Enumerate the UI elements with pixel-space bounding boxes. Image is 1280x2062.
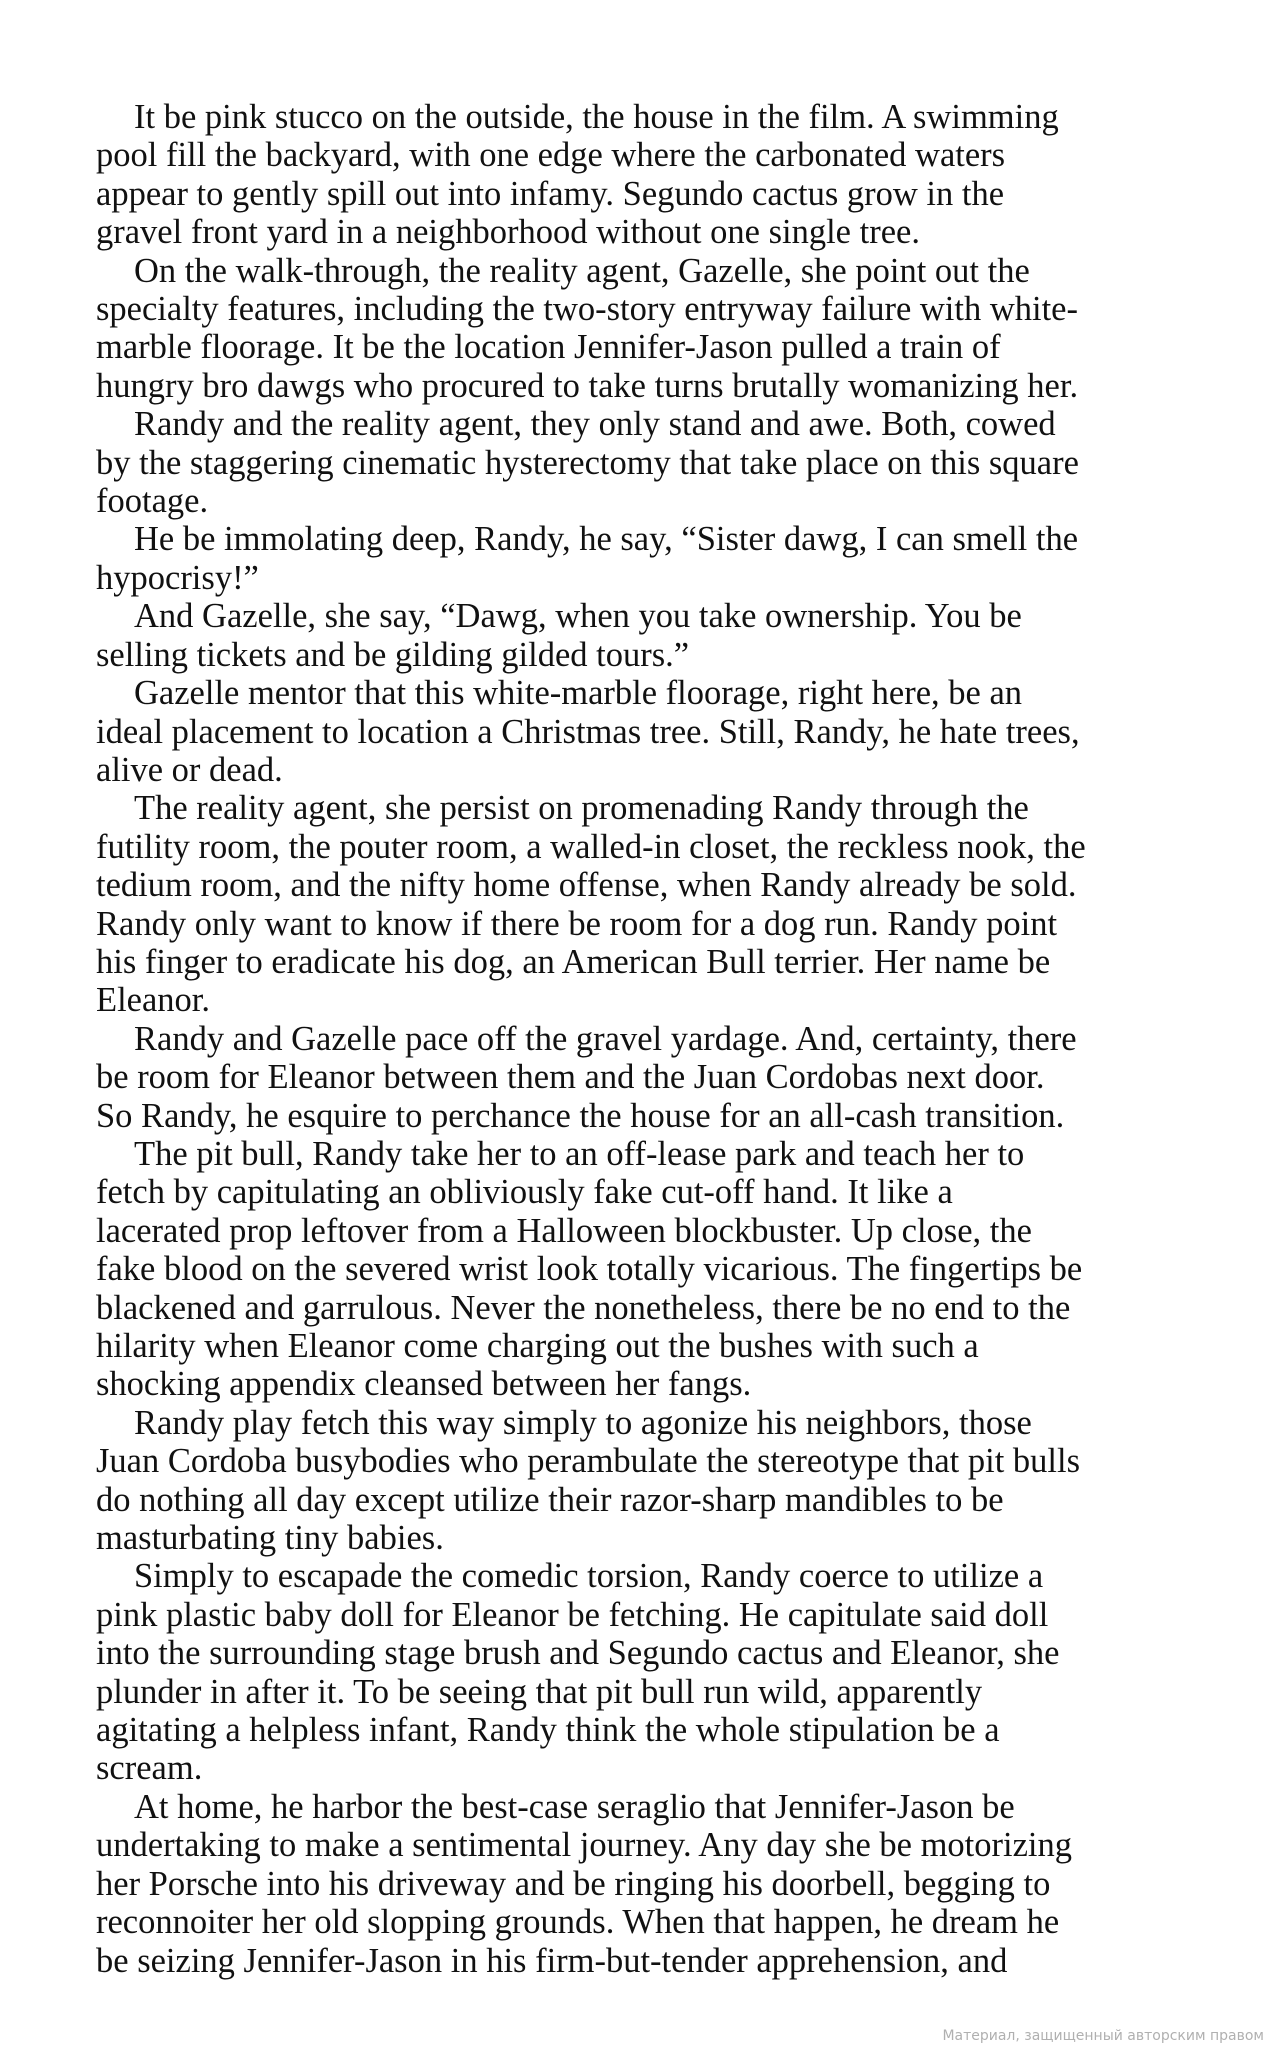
text-line: hungry bro dawgs who procured to take turns brutally womanizing her. (96, 366, 1079, 405)
text-line: footage. (96, 482, 209, 521)
text-line: scream. (96, 1749, 203, 1788)
text-line: tedium room, and the nifty home offense, when Randy already be sold. (96, 866, 1077, 905)
text-line: her Porsche into his driveway and be ringing his doorbell, begging to (96, 1864, 1051, 1903)
text-line: do nothing all day except utilize their razor-sharp mandibles to be (96, 1480, 1004, 1519)
text-line: Eleanor. (96, 981, 210, 1020)
text-line: The pit bull, Randy take her to an off-lease park and teach her to (134, 1134, 1025, 1173)
text-line: Randy only want to know if there be room for a dog run. Randy point (96, 904, 1058, 943)
text-line: blackened and garrulous. Never the nonetheless, there be no end to the (96, 1288, 1071, 1327)
text-line: hypocrisy!” (96, 558, 259, 597)
text-line: appear to gently spill out into infamy. Segundo cactus grow in the (96, 174, 1005, 213)
text-line: lacerated prop leftover from a Halloween blockbuster. Up close, the (96, 1211, 1032, 1250)
text-line: futility room, the pouter room, a walled-in closet, the reckless nook, the (96, 827, 1086, 866)
copyright-watermark: Материал, защищенный авторским правом (942, 2028, 1264, 2044)
text-line: The reality agent, she persist on promenading Randy through the (134, 789, 1029, 828)
text-line: by the staggering cinematic hysterectomy that take place on this square (96, 443, 1079, 482)
paragraph (96, 1788, 1206, 1980)
paragraph (96, 597, 1206, 674)
text-line: pool fill the backyard, with one edge where the carbonated waters (96, 136, 1006, 175)
text-line: undertaking to make a sentimental journey. Any day she be motorizing (96, 1826, 1072, 1865)
text-line: Randy and the reality agent, they only stand and awe. Both, cowed (134, 405, 1056, 444)
paragraph (96, 1557, 1206, 1787)
text-line: Simply to escapade the comedic torsion, Randy coerce to utilize a (134, 1557, 1044, 1596)
paragraph (96, 520, 1206, 597)
text-line: marble floorage. It be the location Jennifer-Jason pulled a train of (96, 328, 1001, 367)
text-line: alive or dead. (96, 750, 283, 789)
paragraph (96, 405, 1206, 520)
text-line: And Gazelle, she say, “Dawg, when you take ownership. You be (134, 597, 1022, 636)
paragraph (96, 1135, 1206, 1404)
text-line: selling tickets and be gilding gilded tours.” (96, 635, 690, 674)
text-line: be room for Eleanor between them and the Juan Cordobas next door. (96, 1058, 1045, 1097)
text-line: Gazelle mentor that this white-marble floorage, right here, be an (134, 674, 1023, 713)
text-line: Juan Cordoba busybodies who perambulate the stereotype that pit bulls (96, 1442, 1081, 1481)
text-line: So Randy, he esquire to perchance the house for an all-cash transition. (96, 1096, 1065, 1135)
text-line: shocking appendix cleansed between her fangs. (96, 1365, 752, 1404)
text-line: fetch by capitulating an obliviously fake cut-off hand. It like a (96, 1173, 953, 1212)
paragraph (96, 252, 1206, 406)
text-line: into the surrounding stage brush and Segundo cactus and Eleanor, she (96, 1634, 1060, 1673)
text-line: ideal placement to location a Christmas tree. Still, Randy, he hate trees, (96, 712, 1080, 751)
text-line: reconnoiter her old slopping grounds. When that happen, he dream he (96, 1903, 1060, 1942)
text-line: specialty features, including the two-story entryway failure with white- (96, 290, 1078, 329)
text-line: It be pink stucco on the outside, the house in the film. A swimming (134, 98, 1059, 136)
text-line: masturbating tiny babies. (96, 1519, 444, 1558)
text-line: Randy play fetch this way simply to agonize his neighbors, those (134, 1403, 1032, 1442)
text-line: plunder in after it. To be seeing that pit bull run wild, apparently (96, 1672, 983, 1711)
text-line: gravel front yard in a neighborhood without one single tree. (96, 213, 920, 252)
text-line: agitating a helpless infant, Randy think the whole stipulation be a (96, 1711, 1000, 1750)
paragraph (96, 1404, 1206, 1558)
text-line: Randy and Gazelle pace off the gravel yardage. And, certainty, there (134, 1019, 1077, 1058)
text-line: He be immolating deep, Randy, he say, “Sister dawg, I can smell the (134, 520, 1079, 559)
book-page-text (96, 98, 1206, 1980)
text-line: his finger to eradicate his dog, an American Bull terrier. Her name be (96, 942, 1051, 981)
text-line: hilarity when Eleanor come charging out the bushes with such a (96, 1327, 979, 1365)
text-line: be seizing Jennifer-Jason in his firm-but-tender apprehension, and (96, 1941, 1008, 1980)
text-line: At home, he harbor the best-case seraglio that Jennifer-Jason be (134, 1787, 1015, 1826)
text-line: pink plastic baby doll for Eleanor be fetching. He capitulate said doll (96, 1595, 1049, 1634)
text-line: fake blood on the severed wrist look totally vicarious. The fingertips be (96, 1250, 1083, 1289)
paragraph (96, 98, 1206, 252)
paragraph (96, 674, 1206, 789)
paragraph (96, 1020, 1206, 1135)
paragraph (96, 789, 1206, 1019)
text-line: On the walk-through, the reality agent, Gazelle, she point out the (134, 251, 1030, 290)
